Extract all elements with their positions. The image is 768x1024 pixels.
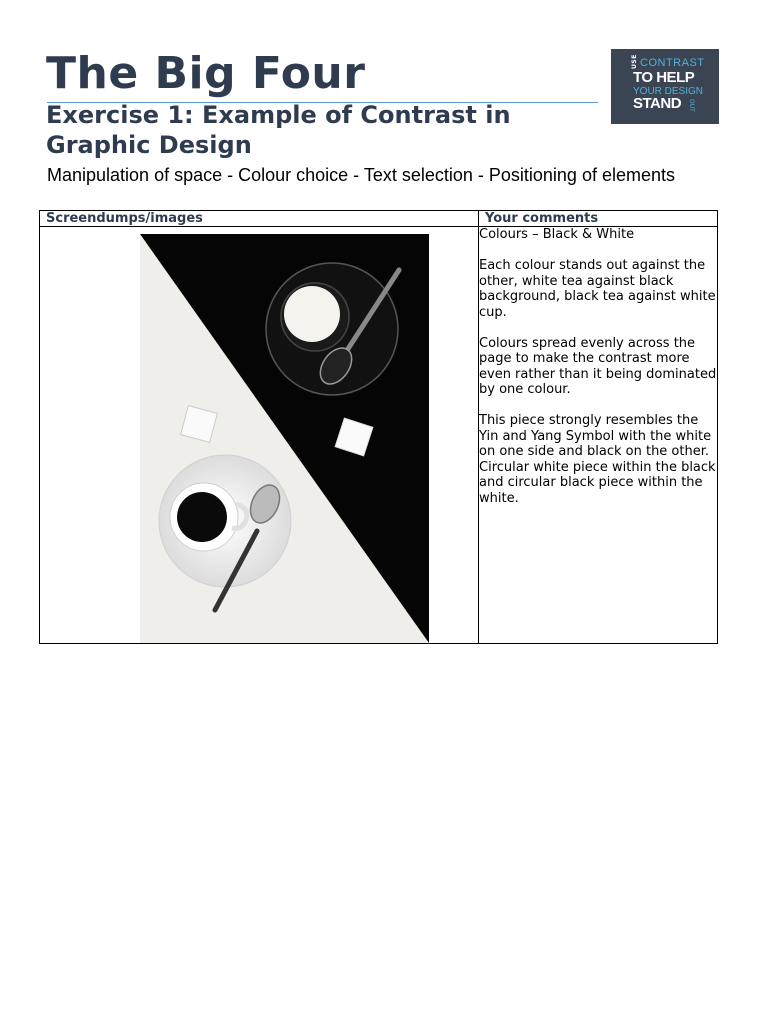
document-title: The Big Four <box>46 48 366 99</box>
exercise-subtitle: Exercise 1: Example of Contrast in Graphic Design <box>46 101 511 159</box>
comment-paragraph: This piece strongly resembles the Yin and Yang Symbol with the white on one side and black on the other. Circular white piece within the black and circular black piece within the white. <box>479 413 716 506</box>
comment-paragraph: Each colour stands out against the other, white tea against black background, black tea against white cup. <box>479 258 716 320</box>
comparison-table <box>39 210 718 644</box>
logo-use-text: USE <box>631 54 638 69</box>
tagline: Manipulation of space - Colour choice - Text selection - Positioning of elements <box>47 165 675 185</box>
comments-column-header: Your comments <box>479 211 718 227</box>
comment-paragraph: Colours – Black & White <box>479 227 635 242</box>
image-cell <box>40 227 479 644</box>
logo-contrast-text: CONTRAST <box>640 57 705 69</box>
logo-your-design-text: YOUR DESIGN <box>633 86 704 97</box>
logo-stand-text: STAND <box>633 95 682 112</box>
logo-out-text: OUT <box>688 99 695 112</box>
table-row <box>40 227 718 644</box>
comment-paragraph: Colours spread evenly across the page to make the contrast more even rather than it being dominated by one colour. <box>479 335 717 397</box>
coffee-cups-photo <box>140 234 429 643</box>
contrast-logo <box>611 49 719 124</box>
table-header-row <box>40 211 718 227</box>
comments-cell <box>479 227 718 644</box>
images-column-header: Screendumps/images <box>40 211 479 227</box>
logo-to-help-text: TO HELP <box>633 69 695 86</box>
